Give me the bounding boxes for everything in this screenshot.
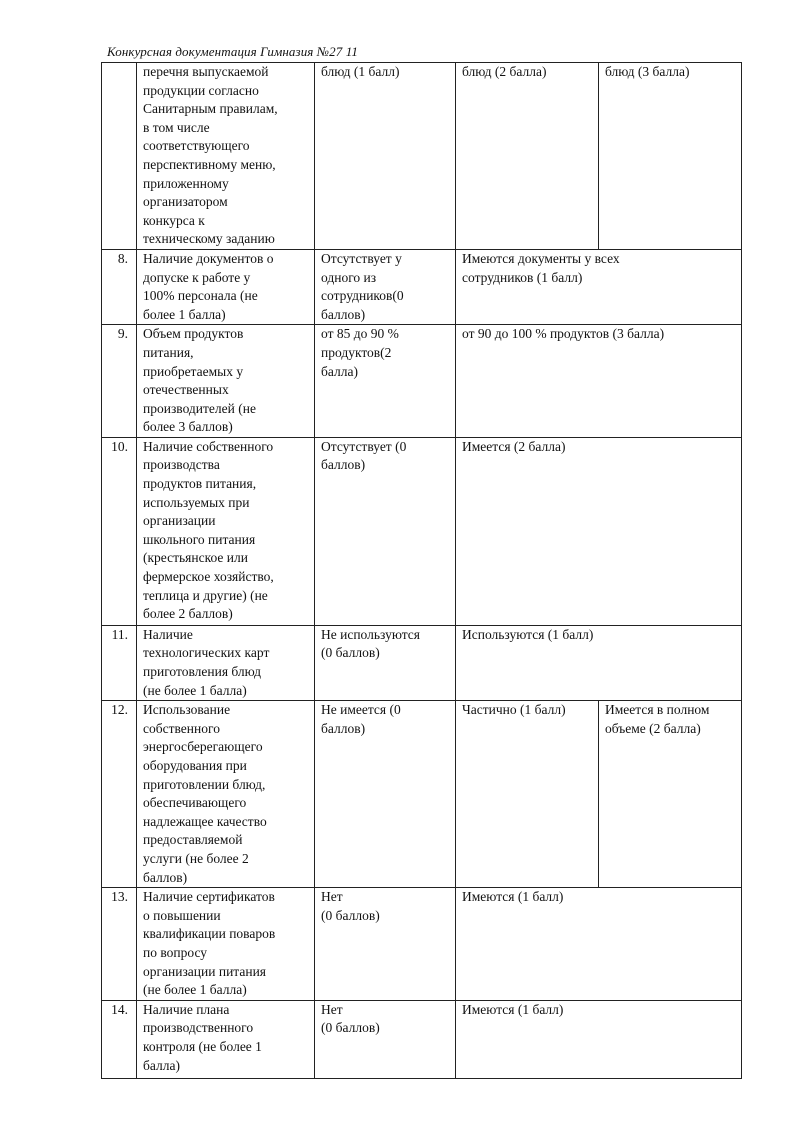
score-cell: блюд (2 балла) [456,63,599,250]
criterion-cell: Наличие собственного производства продуктов питания, используемых при организации школьного питания (крестьянское или фермерское хозяйство, теплица и другие) (не более 2 баллов) [137,437,315,625]
score-cell: Имеются документы у всех сотрудников (1 балл) [456,249,742,324]
score-cell: Используются (1 балл) [456,625,742,700]
row-number: 8. [102,249,137,324]
criterion-cell: Наличие технологических карт приготовления блюд (не более 1 балла) [137,625,315,700]
score-cell: Нет (0 баллов) [315,888,456,1001]
score-cell: Имеется (2 балла) [456,437,742,625]
row-number: 9. [102,325,137,438]
criterion-cell: Объем продуктов питания, приобретаемых у отечественных производителей (не более 3 баллов) [137,325,315,438]
score-cell: Не используются (0 баллов) [315,625,456,700]
row-number: 13. [102,888,137,1001]
row-number [102,63,137,250]
score-cell: блюд (1 балл) [315,63,456,250]
score-cell: Имеются (1 балл) [456,888,742,1001]
table-row [102,325,742,438]
criterion-cell: Наличие плана производственного контроля (не более 1 балла) [137,1000,315,1078]
score-cell: Имеются (1 балл) [456,1000,742,1078]
row-number: 10. [102,437,137,625]
score-cell: Отсутствует (0 баллов) [315,437,456,625]
table-row [102,437,742,625]
row-number: 12. [102,701,137,888]
criteria-table [101,62,742,1079]
table-row [102,249,742,324]
table-row [102,63,742,250]
row-number: 14. [102,1000,137,1078]
row-number: 11. [102,625,137,700]
score-cell: от 85 до 90 % продуктов(2 балла) [315,325,456,438]
criterion-cell: Использование собственного энергосберегающего оборудования при приготовлении блюд, обеспечивающего надлежащее качество предоставляемой услуги (не более 2 баллов) [137,701,315,888]
table-row [102,1000,742,1078]
score-cell: Частично (1 балл) [456,701,599,888]
criterion-cell: Наличие сертификатов о повышении квалификации поваров по вопросу организации питания (не более 1 балла) [137,888,315,1001]
table-row [102,701,742,888]
criterion-cell: Наличие документов о допуске к работе у 100% персонала (не более 1 балла) [137,249,315,324]
score-cell: Не имеется (0 баллов) [315,701,456,888]
score-cell: от 90 до 100 % продуктов (3 балла) [456,325,742,438]
score-cell: Имеется в полном объеме (2 балла) [599,701,742,888]
score-cell: блюд (3 балла) [599,63,742,250]
criterion-cell: перечня выпускаемой продукции согласно Санитарным правилам, в том числе соответствующего перспективному меню, приложенному организатором конкурса к техническому заданию [137,63,315,250]
score-cell: Отсутствует у одного из сотрудников(0 баллов) [315,249,456,324]
score-cell: Нет (0 баллов) [315,1000,456,1078]
table-row [102,888,742,1001]
table-row [102,625,742,700]
page-header: Конкурсная документация Гимназия №27 11 [107,44,358,59]
